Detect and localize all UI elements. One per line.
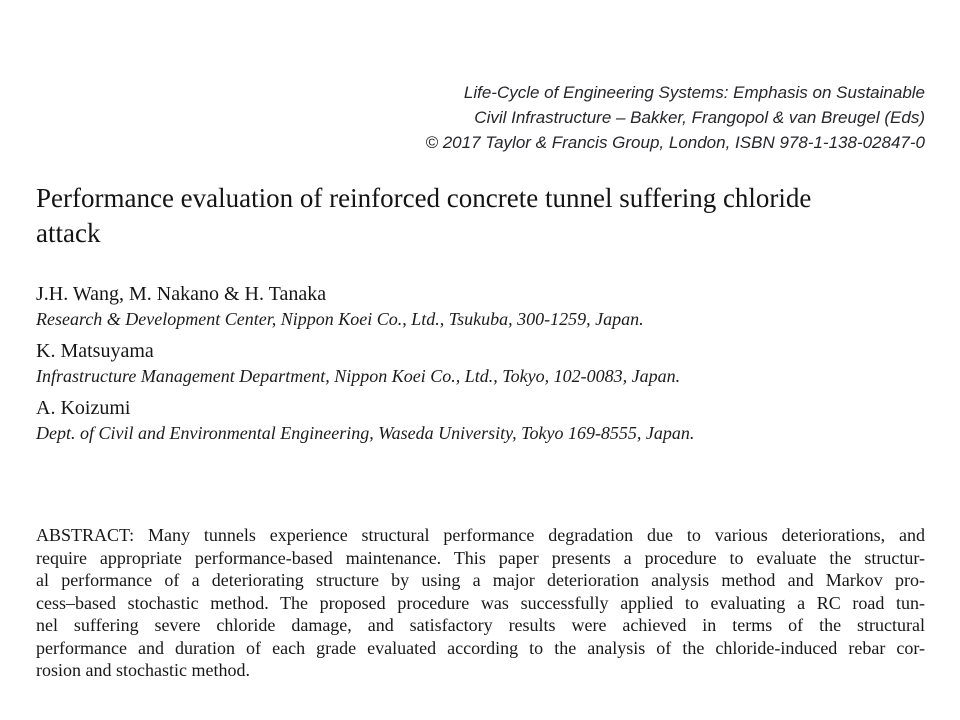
author-names: J.H. Wang, M. Nakano & H. Tanaka [36,283,327,305]
paper-title [36,181,925,251]
abstract-paragraph [36,524,925,682]
imprint-line-3: © 2017 Taylor & Francis Group, London, ISBN 978-1-138-02847-0 [425,133,925,152]
author-names: K. Matsuyama [36,340,154,362]
imprint-line-1: Life-Cycle of Engineering Systems: Emphasis on Sustainable [463,83,925,102]
abstract-line-2: require appropriate performance-based maintenance. This paper presents a procedure to evaluate the structur- [36,547,925,568]
author-names: A. Koizumi [36,397,131,419]
author-affiliation: Dept. of Civil and Environmental Engineering, Waseda University, Tokyo 169-8555, Japan. [36,423,695,443]
author-entry-3 [36,395,925,445]
abstract-line-1: ABSTRACT: Many tunnels experience structural performance degradation due to various deteriorations, and [36,525,925,545]
paper-title-line-1: Performance evaluation of reinforced concrete tunnel suffering chloride [36,183,812,213]
author-entry-2 [36,338,925,388]
publisher-imprint [36,80,925,155]
author-affiliation: Research & Development Center, Nippon Koei Co., Ltd., Tsukuba, 300-1259, Japan. [36,309,644,329]
abstract-line-5: nel suffering severe chloride damage, and satisfactory results were achieved in terms of the structural [36,615,925,635]
author-entry-1 [36,281,925,331]
imprint-line-2: Civil Infrastructure – Bakker, Frangopol & van Breugel (Eds) [474,108,925,127]
author-affiliation: Infrastructure Management Department, Nippon Koei Co., Ltd., Tokyo, 102-0083, Japan. [36,366,681,386]
abstract-line-7: rosion and stochastic method. [36,660,250,680]
abstract-line-4: cess–based stochastic method. The proposed procedure was successfully applied to evaluating a RC road tun- [36,592,925,613]
paper-title-line-2: attack [36,218,101,248]
abstract-line-6: performance and duration of each grade evaluated according to the analysis of the chloride-induced rebar cor- [36,637,925,658]
abstract-line-3: al performance of a deteriorating structure by using a major deterioration analysis method and Markov pro- [36,570,925,590]
authors-block [36,281,925,445]
